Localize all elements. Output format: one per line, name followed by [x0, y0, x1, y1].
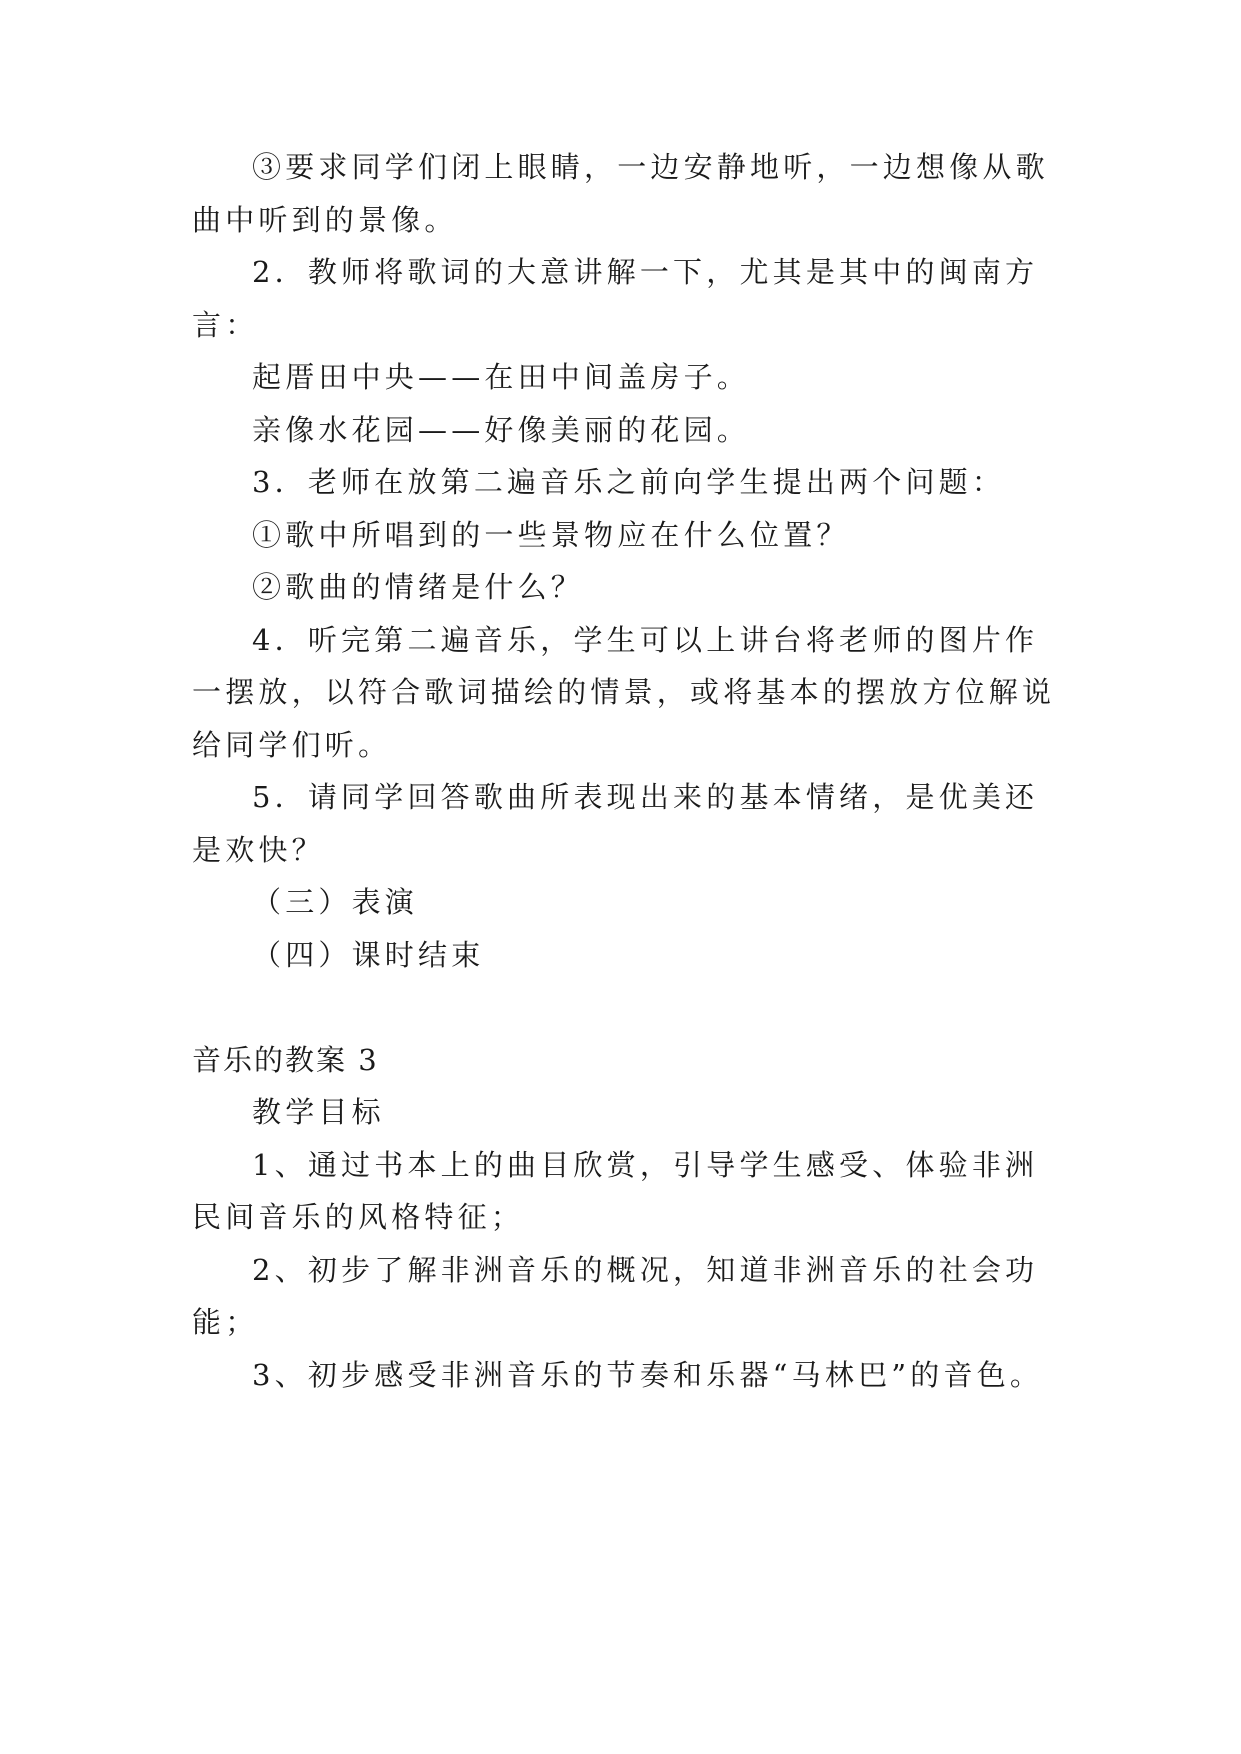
- question-line: ①歌中所唱到的一些景物应在什么位置？: [252, 518, 850, 552]
- paragraph-line: ③要求同学们闭上眼睛，一边安静地听，一边想像从歌: [252, 150, 1049, 184]
- section-heading: （四）课时结束: [252, 938, 485, 972]
- paragraph-line: 5．请同学回答歌曲所表现出来的基本情绪，是优美还: [252, 780, 1039, 814]
- paragraph-line: 是欢快？: [192, 833, 325, 867]
- paragraph-line: 2．教师将歌词的大意讲解一下，尤其是其中的闽南方: [252, 255, 1039, 289]
- goals-heading: 教学目标: [252, 1095, 385, 1129]
- section-heading: （三）表演: [252, 885, 419, 919]
- goal-line: 民间音乐的风格特征；: [192, 1200, 525, 1234]
- goal-line: 2、初步了解非洲音乐的概况，知道非洲音乐的社会功: [252, 1253, 1039, 1287]
- paragraph-line: 言：: [192, 308, 259, 342]
- question-line: ②歌曲的情绪是什么？: [252, 570, 585, 604]
- paragraph-line: 一摆放，以符合歌词描绘的情景，或将基本的摆放方位解说: [192, 675, 1056, 709]
- goal-line: 1、通过书本上的曲目欣赏，引导学生感受、体验非洲: [252, 1148, 1039, 1182]
- dialect-line: 亲像水花园——好像美丽的花园。: [252, 413, 751, 447]
- paragraph-line: 曲中听到的景像。: [192, 203, 458, 237]
- goal-line: 能；: [192, 1305, 259, 1339]
- dialect-line: 起厝田中央——在田中间盖房子。: [252, 360, 751, 394]
- paragraph-line: 3．老师在放第二遍音乐之前向学生提出两个问题：: [252, 465, 1006, 499]
- paragraph-line: 4．听完第二遍音乐，学生可以上讲台将老师的图片作: [252, 623, 1039, 657]
- paragraph-line: 给同学们听。: [192, 728, 392, 762]
- lesson-title: 音乐的教案 3: [192, 1043, 379, 1077]
- goal-line: 3、初步感受非洲音乐的节奏和乐器“马林巴”的音色。: [252, 1358, 1044, 1392]
